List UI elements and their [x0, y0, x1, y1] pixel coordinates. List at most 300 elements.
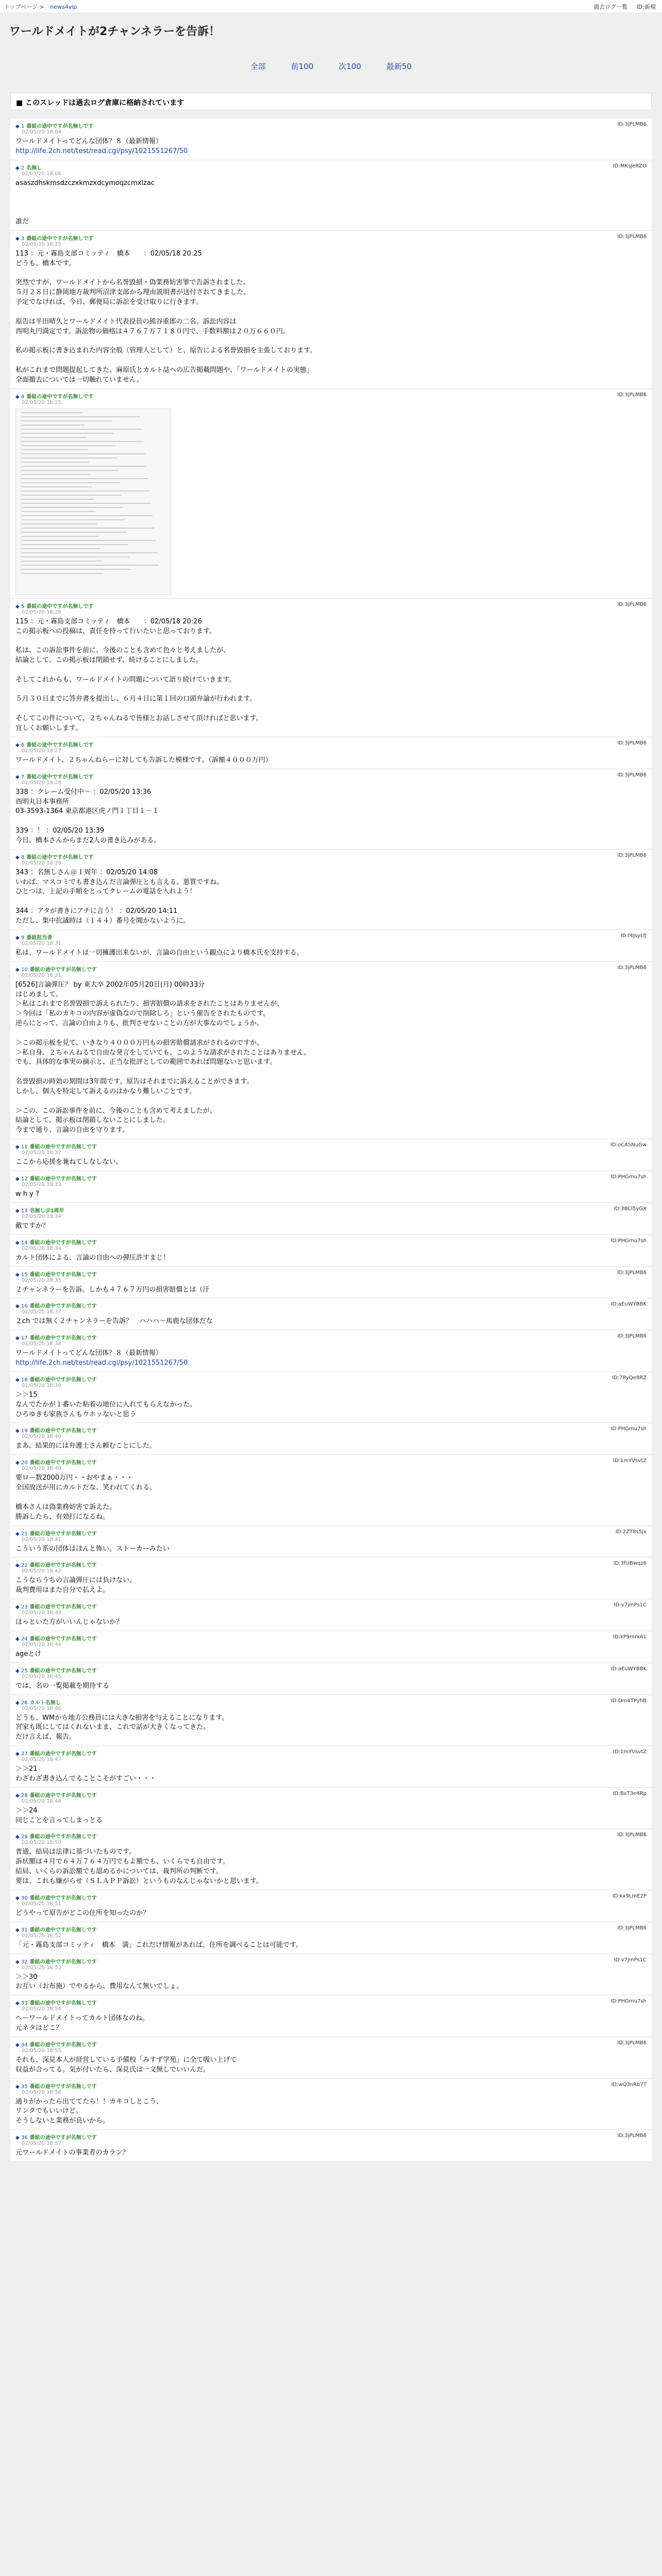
post-body: ageとけ — [15, 1650, 42, 1658]
post-id[interactable]: ID:kx9LmE2P — [612, 1893, 647, 1899]
post-number[interactable]: ◆ 31 — [15, 1927, 28, 1933]
post-body: どうも、WMから地方公務員には大きな損害を与えることになります。 宮家も既にしてはくれないまま、これで話が大きくなってきた。 だけ言えば、報告。 — [15, 1714, 229, 1741]
post-body: 113 ：元・霧島支部コミッティ 橋本 ：02/05/18 20:25 どうも、橋本です。 突然ですが、ワールドメイトから名誉毀損・偽業務妨害罪で告訴されました。 ５月２８日に静岡地方裁判所沼津支部から理由説明書が送付されてきました。 予定でなければ、今日、郵便局に訴訟を受け取りに行きます。 原告は半田晴久とワールドメイト代表役員の熊谷重郎の二名。訴訟内容は 西明丸円満定です。訴訟物の価格は４７６７万７１８０円で、手数料額は２０万６６０円。 私の掲示板に書き込まれた内容全般（管理人として）と、原告による名誉毀損を主張しております。 私がこれまで問題提起してきた、麻原氏とカルト誌への広告掲載問題や、「ワールドメイトの実態」 全面撤去については一切触れていません。 — [15, 249, 317, 384]
image-text-line — [21, 437, 86, 438]
post-number[interactable]: ◆ 22 — [15, 1563, 28, 1569]
id-link[interactable]: ID:新規 — [636, 4, 656, 10]
nav-latest50-link[interactable]: 最新50 — [386, 62, 412, 71]
post-number[interactable]: ◆ 20 — [15, 1460, 28, 1466]
post — [10, 1631, 652, 1663]
post-number[interactable]: ◆ 33 — [15, 2001, 28, 2007]
post-number[interactable]: ◆ 4 — [15, 394, 25, 400]
post-date: 02/05/20 18:54 — [22, 2006, 61, 2012]
post-author: 番組の途中ですが名無しです — [29, 1460, 97, 1466]
image-text-line — [21, 416, 140, 417]
image-text-line — [21, 482, 120, 483]
image-text-line — [21, 425, 85, 426]
post-meta — [15, 1925, 647, 1939]
post-date: 02/05/20 18:25 — [22, 399, 61, 405]
image-text-line — [21, 503, 151, 504]
image-text-line — [21, 470, 119, 471]
post-id[interactable]: ID:Dm4TPyhB — [610, 1698, 647, 1704]
post-body: どうやって原告がどこの住所を知ったのか？ — [15, 1909, 150, 1917]
post — [10, 1139, 652, 1171]
post-meta — [15, 1957, 647, 1971]
post-id[interactable]: ID:3jPLMB6 — [617, 964, 647, 971]
post — [10, 1372, 652, 1423]
post-date: 02/05/20 18:27 — [22, 748, 61, 754]
post-number[interactable]: ◆ 11 — [15, 1144, 28, 1150]
post-date: 02/05/20 18:41 — [22, 1536, 61, 1543]
post-body: ＞＞15 なんでたかが１番いた粘着の地位に入れてもらえなかった。 ひろゆきも家族さんもウホッないと思う — [15, 1391, 197, 1418]
post-body: [6526]言論弾圧？ by 東大卒 2002年05月20日(月) 00時33分 はじめまして。 ＞私はこれまで名誉毀損で訴えられたり、損害賠償の請求をされたことはありませんが、 ＞今回は「私のカキコの内容が虚偽なので削除しろ」という催告をされたものです。 逆らにとって、言論の自由よりも、批判させないことの方が大事なのでしょうか。 ＞この掲示板を見て、いきなり４０００万円もの損害賠償請求がされるのですか。 ＞私自身、２ちゃんねるで自由な発言をしていても、このような請求がされたことはありません。 でも、具体的な事実の摘示と、正当な批評としての範囲であれば問題ないと思います。 名誉毀損の時効の期間は3年間です。原告はそれまでに訴えることができます。 しかし、個人を特定して訴えるのはかなり難しいことです。 ＞この、この訴訟事件を前に、今後のことも含めて考えましたが、 結論として、掲示板は閉鎖しないことにしました。 今まで通り、言論の自由を守ります。 — [15, 980, 311, 1134]
image-text-line — [21, 507, 123, 508]
post-date: 02/05/20 18:29 — [22, 860, 61, 866]
post-meta — [15, 1142, 647, 1156]
post-body: ここから応援を兼ねてしなしない。 — [15, 1158, 123, 1166]
post-number[interactable]: ◆ 24 — [15, 1636, 28, 1642]
post-date: 02/05/20 18:56 — [22, 2089, 61, 2095]
post-date: 02/05/20 18:33 — [22, 1182, 61, 1188]
post-meta — [15, 1529, 647, 1543]
breadcrumb — [4, 3, 81, 11]
post-date: 02/05/20 18:45 — [22, 1673, 61, 1680]
post-author: 番組の途中ですが名無しです — [26, 394, 94, 400]
post — [10, 599, 652, 737]
post-id[interactable]: ID:7RyQe8RZ — [612, 1375, 647, 1381]
post-body: ワールドメイト、２ちゃんねらーに対しても告訴した模様です。（訴額４０００万円） — [15, 756, 272, 764]
post-number[interactable]: ◆ 1 — [15, 124, 25, 129]
image-text-line — [21, 453, 145, 454]
post — [10, 930, 652, 962]
image-text-line — [21, 515, 153, 516]
post-author: 番組の途中ですが名無しです — [29, 1751, 97, 1757]
post — [10, 1890, 652, 1922]
post-date: 02/05/20 18:48 — [22, 1798, 61, 1804]
post-date: 02/05/20 18:32 — [22, 1150, 61, 1156]
post-number[interactable]: ◆ 13 — [15, 1208, 28, 1214]
image-text-line — [21, 552, 157, 553]
image-text-line — [21, 519, 125, 520]
post-id[interactable]: ID:f4JsyLfJ — [620, 933, 647, 939]
post-id[interactable]: ID:MKsJeRZO — [613, 163, 647, 169]
post — [10, 1298, 652, 1330]
post-body: こうならうちの言論弾圧には負けない。 裁判費用はまた自分で払えよ。 — [15, 1577, 137, 1595]
post — [10, 1423, 652, 1455]
post-meta — [15, 1458, 647, 1471]
post-meta — [15, 1270, 647, 1283]
post-date: 02/05/20 18:53 — [22, 1964, 61, 1971]
post-id[interactable]: ID:PHGmu7sh — [610, 1998, 647, 2005]
post-body: まあ、結果的には弁護士さん頼むことにした。 — [15, 1442, 156, 1450]
post-number[interactable]: ◆ 8 — [15, 854, 25, 860]
post-author: 番組の途中ですが名無しです — [29, 1959, 97, 1965]
post-number[interactable]: ◆ 15 — [15, 1272, 28, 1278]
image-text-line — [21, 565, 159, 566]
post-id[interactable]: ID:1mYVsvtZ — [613, 1749, 647, 1755]
post-author: 番組の途中ですが名無しです — [29, 1668, 97, 1674]
post — [10, 1954, 652, 1996]
nav-all-link[interactable]: 全部 — [250, 62, 266, 71]
post-meta — [15, 122, 647, 135]
post-id[interactable]: ID:1mYVsvtZ — [613, 1458, 647, 1464]
post — [10, 1235, 652, 1267]
post-id[interactable]: ID:3BCl5yGX — [614, 1206, 647, 1212]
post-body: カルト団体による、言論の自由への弾圧許すまじ！ — [15, 1253, 170, 1262]
post-date: 02/05/20 18:44 — [22, 1641, 61, 1648]
post-id[interactable]: ID:3jPLMB6 — [617, 2040, 647, 2046]
post-date: 02/05/20 18:55 — [22, 2047, 61, 2054]
post — [10, 118, 652, 160]
post-meta — [15, 163, 647, 177]
post-author: 番組の途中ですが名無しです — [29, 1240, 97, 1246]
post-body: こういう系の団体はほんと怖い。ストーカーみたい — [15, 1545, 170, 1553]
post-id[interactable]: ID:3jPLMB6 — [617, 852, 647, 858]
nav-first100-link[interactable]: 前100 — [291, 62, 314, 71]
post-meta — [15, 1666, 647, 1680]
post-date: 02/05/20 18:57 — [22, 2141, 61, 2147]
post-number[interactable]: ◆ 26 — [15, 1700, 28, 1706]
post-meta — [15, 1333, 647, 1347]
post-number[interactable]: ◆ 25 — [15, 1668, 28, 1674]
post — [10, 160, 652, 231]
post-id[interactable]: ID:3jPLMB6 — [617, 1832, 647, 1838]
post-author: 名無し — [26, 165, 42, 171]
post-author: 番組の途中ですが名無しです — [29, 2042, 97, 2048]
image-text-line — [21, 556, 129, 557]
post-meta — [15, 1238, 647, 1251]
post-meta — [15, 1893, 647, 1907]
post-body: 通りがかったら出ててたら！！カキコしとこう、 リンクでもいいけど。 そうしないと業務が良いから。 — [15, 2097, 163, 2125]
post-number[interactable]: ◆ 32 — [15, 1959, 28, 1965]
nav-next100-link[interactable]: 次100 — [338, 62, 361, 71]
post-author: 番組の途中ですが名無しです — [29, 2083, 97, 2090]
post — [10, 231, 652, 389]
post-id[interactable]: ID:3jPLMB6 — [617, 392, 647, 398]
image-text-line — [21, 449, 88, 450]
post — [10, 1663, 652, 1695]
image-text-line — [21, 429, 142, 430]
post-date: 02/05/20 18:47 — [22, 1757, 61, 1763]
post-date: 02/05/20 18:06 — [22, 171, 61, 177]
post-body: ＞＞30 お互い（お布施）でやるから、費用なんて無いでしょ。 — [15, 1973, 184, 1991]
post-author: 番組の途中ですが名無しです — [29, 1176, 97, 1182]
post-body: ほっといた方がいいんじゃないか？ — [15, 1618, 123, 1626]
post-author: 番組担当者 — [26, 935, 53, 941]
post-number[interactable]: ◆ 34 — [15, 2042, 28, 2048]
post-number[interactable]: ◆ 29 — [15, 1834, 28, 1840]
breadcrumb-home-link[interactable]: トップページ > — [4, 4, 44, 10]
post-author: 名無し＠1周年 — [29, 1208, 64, 1214]
post-date: 02/05/20 18:40 — [22, 1434, 61, 1440]
post-author: 番組の途中ですが名無しです — [26, 235, 94, 242]
post — [10, 2079, 652, 2130]
post — [10, 1171, 652, 1203]
image-text-line — [21, 486, 92, 487]
post-number[interactable]: ◆ 36 — [15, 2135, 28, 2141]
post-number[interactable]: ◆ 18 — [15, 1377, 28, 1383]
post-text: ワールドメイトってどんな団体？８（最新情報） — [15, 138, 162, 145]
post-body: w h y ? — [15, 1190, 39, 1198]
post-author: 番組の途中ですが名無しです — [29, 1792, 97, 1799]
post-date: 02/05/20 18:50 — [22, 1840, 61, 1846]
post-meta — [15, 1174, 647, 1188]
image-text-line — [21, 499, 94, 500]
post-body: では、名の一覧掲載を期待する — [15, 1682, 110, 1690]
post — [10, 737, 652, 769]
image-text-line — [21, 478, 148, 479]
image-text-line — [21, 466, 146, 467]
post-number[interactable]: ◆ 35 — [15, 2083, 28, 2090]
post-body — [15, 1349, 647, 1368]
post-date: 02/05/20 18:39 — [22, 1382, 61, 1388]
post — [10, 1995, 652, 2037]
post-date: 02/05/20 18:31 — [22, 972, 61, 978]
post-date: 02/05/20 18:40 — [22, 1466, 61, 1472]
post-image[interactable] — [15, 409, 171, 595]
image-text-line — [21, 573, 103, 574]
post-meta — [15, 965, 647, 978]
post-list — [10, 118, 652, 2162]
post-date: 02/05/20 18:26 — [22, 609, 61, 615]
post — [10, 1526, 652, 1558]
thread-header — [4, 15, 658, 57]
post-id[interactable]: ID:2ZT8s5Jx — [615, 1529, 647, 1535]
post-meta — [15, 1426, 647, 1439]
image-text-line — [21, 523, 97, 524]
post-body: それも、深見本人が経営している予備校「みすず学苑」に全て吸い上げて 収益が合ってる。気が付いたら、深見氏は一文無しでいいんだ。 — [15, 2056, 237, 2074]
post-author: 番組の途中ですが名無しです — [29, 1303, 97, 1310]
top-bar — [0, 0, 662, 12]
post-date: 02/05/20 18:46 — [22, 1705, 61, 1711]
archive-link[interactable]: 過去ログ一覧 — [593, 4, 628, 10]
post-body: ２チャンネラーを告訴。しかも４７６７万円の損害賠償とは（汗 — [15, 1285, 210, 1294]
image-text-line — [21, 540, 156, 541]
post — [10, 389, 652, 599]
post-body: 私は、ワールドメイトは一切擁護出来ないが、言論の自由という観点により橋本氏を支持する。 — [15, 948, 304, 957]
post-id[interactable]: ID:PHGmu7sh — [610, 1426, 647, 1432]
post-author: 番組の途中ですが名無しです — [29, 1563, 97, 1569]
post-number[interactable]: ◆ 19 — [15, 1428, 28, 1434]
post-meta — [15, 933, 647, 946]
image-text-line — [21, 474, 91, 475]
post-meta — [15, 2082, 647, 2095]
post-number[interactable]: ◆ 27 — [15, 1751, 28, 1757]
post-id[interactable]: ID:PHGmu7sh — [610, 1238, 647, 1244]
post-date: 02/05/20 18:31 — [22, 940, 61, 946]
post-id[interactable]: ID:oCASNuGw — [610, 1142, 647, 1148]
post — [10, 1829, 652, 1890]
post-date: 02/05/20 18:42 — [22, 1568, 61, 1574]
post-meta — [15, 1698, 647, 1711]
image-text-line — [21, 495, 122, 496]
image-text-line — [21, 433, 114, 434]
post-id[interactable]: ID:3fUBwqz6 — [613, 1561, 647, 1567]
post-author: 番組の途中ですが名無しです — [29, 1335, 97, 1342]
post-date: 02/05/20 18:43 — [22, 1610, 61, 1616]
post-meta — [15, 772, 647, 786]
top-right-links — [586, 3, 656, 11]
post-number[interactable]: ◆ 9 — [15, 935, 25, 941]
post-number[interactable]: ◆ 14 — [15, 1240, 28, 1246]
post — [10, 1455, 652, 1526]
post — [10, 1599, 652, 1631]
post-meta — [15, 1998, 647, 2012]
post-id[interactable]: ID:v7jmPs1C — [614, 1602, 647, 1608]
post-author: 番組の途中ですが名無しです — [29, 1927, 97, 1933]
post-number[interactable]: ◆ 16 — [15, 1303, 28, 1310]
post-author: 番組の途中ですが名無しです — [29, 1834, 97, 1840]
post-body: ＞＞24 同じことを言ってしまっとる — [15, 1806, 103, 1824]
post — [10, 1203, 652, 1235]
post — [10, 769, 652, 850]
post-id[interactable]: ID:3jPLMB6 — [617, 2133, 647, 2139]
post — [10, 1557, 652, 1599]
thread-nav — [0, 61, 662, 72]
post-link[interactable]: http://life.2ch.net/test/read.cgi/psy/1021551267/50 — [15, 147, 188, 155]
post-body: 「元・霧島支部コミッティ 橋本 満」これだけ情報があれば、住所を調べることは可能です。 — [15, 1941, 303, 1949]
post-body: へーワールドメイトってカルト団体なのね。 元ネタはどこ？ — [15, 2014, 149, 2032]
post-body: 敵ですか？ — [15, 1222, 49, 1230]
post-number[interactable]: ◆ 30 — [15, 1895, 28, 1901]
post-author: 番組の途中ですが名無しです — [29, 2001, 97, 2007]
post-id[interactable]: ID:kP9mrxA1 — [613, 1634, 647, 1640]
post-date: 02/05/20 18:34 — [22, 1213, 61, 1219]
post-author: 番組の途中ですが名無しです — [26, 742, 94, 748]
post — [10, 2037, 652, 2079]
post-date: 02/05/20 18:28 — [22, 779, 61, 786]
post-author: 番組の途中ですが名無しです — [26, 854, 94, 860]
post-id[interactable]: ID:3jPLMB6 — [617, 1333, 647, 1340]
post-id[interactable]: ID:3jPLMB6 — [617, 1925, 647, 1931]
post-number[interactable]: ◆ 21 — [15, 1531, 28, 1537]
image-text-line — [21, 569, 131, 570]
post-id[interactable]: ID:BxT3e4Rp — [613, 1790, 647, 1797]
post-meta — [15, 2133, 647, 2146]
post-meta — [15, 1791, 647, 1804]
post-meta — [15, 1375, 647, 1388]
image-text-line — [21, 457, 117, 459]
post-number[interactable]: ◆ 23 — [15, 1604, 28, 1611]
post-body: 343 ：名無しさん＠１周年 ：02/05/20 14:08 いわば、マスコミでも書き込んだ言論弾圧とも言える。悪質ですね。 ひとつは、上記の手順をとってクレームの電話を入れよう！ 344 ：アタが書きにアチに言う！ ：02/05/20 14:11 ただし、集中抗議時は（１４４）番号を聞かないように。 — [15, 868, 224, 925]
post — [10, 1695, 652, 1747]
post-author: 番組の途中ですが名無しです — [29, 1428, 97, 1434]
post-number[interactable]: ◆ 5 — [15, 603, 25, 609]
post-meta — [15, 740, 647, 754]
post-author: 番組の途中ですが名無しです — [26, 603, 94, 609]
image-text-line — [21, 548, 100, 549]
post-meta — [15, 1301, 647, 1315]
post — [10, 1330, 652, 1372]
post-date: 02/05/20 18:04 — [22, 129, 61, 135]
image-text-line — [21, 441, 143, 442]
post — [10, 1746, 652, 1788]
post-number[interactable]: ◆ 28 — [15, 1792, 28, 1799]
image-text-line — [21, 561, 102, 562]
post-id[interactable]: ID:3jPLMB6 — [617, 233, 647, 240]
post-id[interactable]: ID:3jPLMB6 — [617, 740, 647, 746]
post-id[interactable]: ID:3jPLMB6 — [617, 772, 647, 778]
post-meta — [15, 234, 647, 247]
post-id[interactable]: ID:v7jmPs1C — [614, 1957, 647, 1963]
post-id[interactable]: ID:aEuWYBBK — [610, 1666, 647, 1672]
post-number[interactable]: ◆ 17 — [15, 1335, 28, 1342]
image-text-line — [21, 445, 115, 446]
post — [10, 1788, 652, 1829]
post-meta — [15, 1634, 647, 1648]
post-author: 番組の途中ですが名無しです — [29, 1636, 97, 1642]
post-date: 02/05/20 18:25 — [22, 241, 61, 247]
post-body: ２ch では無く２チャンネラーを告訴？ ハハハ～馬鹿な団体だな — [15, 1317, 213, 1326]
post-author: 番組の途中ですが名無しです — [29, 1272, 97, 1278]
image-text-line — [21, 490, 150, 492]
post-body: 元ワールドメイトの事業者のカラン？ — [15, 2149, 129, 2157]
breadcrumb-board-link[interactable]: news4vip — [50, 4, 77, 10]
post-number[interactable]: ◆ 3 — [15, 235, 25, 242]
post-number[interactable]: ◆ 6 — [15, 742, 25, 748]
post-author: 番組の途中ですが名無しです — [29, 1895, 97, 1901]
post-author: 番組の途中ですが名無しです — [29, 1144, 97, 1150]
image-text-line — [21, 528, 154, 529]
post-author: 番組の途中ですが名無しです — [29, 1531, 97, 1537]
post-id[interactable]: ID:3jPLMB6 — [617, 601, 647, 607]
image-text-line — [21, 544, 128, 545]
post-number[interactable]: ◆ 7 — [15, 774, 25, 780]
image-text-line — [21, 536, 98, 537]
image-text-line — [21, 462, 89, 463]
post-link[interactable]: http://life.2ch.net/test/read.cgi/psy/1021551267/50 — [15, 1359, 188, 1367]
post — [10, 2130, 652, 2162]
image-text-line — [21, 412, 83, 413]
post-id[interactable]: ID:PHGmu7sh — [610, 1174, 647, 1180]
image-text-line — [21, 420, 112, 421]
archive-notice: ■ このスレッドは過去ログ倉庫に格納されています — [10, 93, 652, 110]
post-number[interactable]: ◆ 12 — [15, 1176, 28, 1182]
post-meta — [15, 853, 647, 866]
post-id[interactable]: ID:3jPLMB6 — [617, 122, 647, 127]
post-meta — [15, 1749, 647, 1762]
post-date: 02/05/20 18:34 — [22, 1245, 61, 1251]
post-id[interactable]: ID:3jPLMB6 — [617, 1269, 647, 1276]
post-meta — [15, 1206, 647, 1219]
image-text-line — [21, 511, 95, 512]
post-meta — [15, 1832, 647, 1845]
post-body: asaszdhskmsdzczxkmzxdcymoqzcmxlzac 誰だ — [15, 179, 155, 226]
post-author: 番組の途中ですが名無しです — [26, 124, 94, 129]
post-date: 02/05/20 18:52 — [22, 1933, 61, 1939]
post-body: 要ロー数2000万円・・おやまぁ・・・ 全国放送が用にカルトだな、笑われてくれる。 橋本さんは偽業務妨害で訴えた。 勝訴したら、有効打になるね。 — [15, 1474, 157, 1521]
post-number[interactable]: ◆ 10 — [15, 967, 28, 973]
post-id[interactable]: ID:wQ3nRb7T — [611, 2081, 647, 2088]
post-date: 02/05/20 18:38 — [22, 1341, 61, 1347]
post-date: 02/05/20 18:51 — [22, 1901, 61, 1907]
post-body: 338 ：クレーム受付中～ ：02/05/20 13:36 西明丸日本事務所 03-3593-1364 東京都港区虎ノ門１丁目１－１ 339 ：！ ：02/05/20 13:39 今日、橋本さんからまだ2人の書き込みがある。 — [15, 788, 161, 844]
post-number[interactable]: ◆ 2 — [15, 165, 25, 171]
post-author: 番組の途中ですが名無しです — [29, 967, 97, 973]
post-author: 番組の途中ですが名無しです — [26, 774, 94, 780]
post-body: 普通、結局は法律に基づいたものです。 訴状額は４月で６４万７６４万円でもよ額でも、いくらでも自由です。 結局、いくらの訴訟額でも認めるかについては、裁判所の判断です。 要は、これも嫌がらせ（ＳＬＡＰＰ訴訟）というものなんじゃないかと思います。 — [15, 1848, 263, 1885]
post-author: 番組の途中ですが名無しです — [29, 1377, 97, 1383]
post — [10, 1922, 652, 1954]
thread-title: ワールドメイトが2チャンネラーを告訴！ — [9, 25, 220, 38]
post-text: ワールドメイトってどんな団体？８（最新情報） — [15, 1349, 162, 1358]
post-meta — [15, 602, 647, 615]
post — [10, 1267, 652, 1299]
post-meta — [15, 1561, 647, 1574]
post-body: ＞＞21 わざわざ書き込んでることこそがすごい・・・ — [15, 1765, 157, 1783]
post-id[interactable]: ID:aEuWYBBK — [610, 1301, 647, 1308]
post-author: 番組の途中ですが名無しです — [29, 2135, 97, 2141]
